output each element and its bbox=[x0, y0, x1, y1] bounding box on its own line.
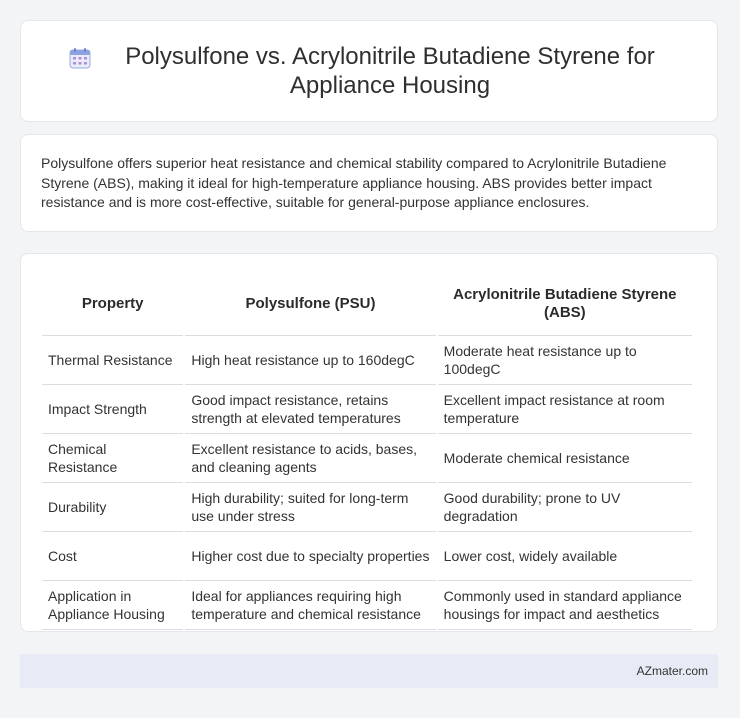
psu-cell: Excellent resistance to acids, bases, and cleaning agents bbox=[185, 434, 435, 483]
comparison-table bbox=[40, 273, 694, 630]
table-row bbox=[42, 581, 692, 630]
property-cell: Thermal Resistance bbox=[42, 336, 183, 385]
footer bbox=[20, 654, 718, 688]
psu-cell: High durability; suited for long-term use under stress bbox=[185, 483, 435, 532]
summary-text: Polysulfone offers superior heat resistance and chemical stability compared to Acrylonitrile Butadiene Styrene (ABS), making it ideal for high-temperature appliance housing. ABS provides better impact resistance and is more cost-effective, suitable for general-purpose appliance enclosures. bbox=[41, 155, 667, 210]
calendar-icon bbox=[68, 46, 92, 70]
abs-cell: Commonly used in standard appliance housings for impact and aesthetics bbox=[438, 581, 692, 630]
column-header-property: Property bbox=[42, 273, 183, 336]
abs-cell: Excellent impact resistance at room temperature bbox=[438, 385, 692, 434]
column-header-psu: Polysulfone (PSU) bbox=[185, 273, 435, 336]
psu-cell: High heat resistance up to 160degC bbox=[185, 336, 435, 385]
table-row bbox=[42, 434, 692, 483]
table-row bbox=[42, 483, 692, 532]
psu-cell: Good impact resistance, retains strength at elevated temperatures bbox=[185, 385, 435, 434]
property-cell: Chemical Resistance bbox=[42, 434, 183, 483]
table-row bbox=[42, 385, 692, 434]
abs-cell: Moderate heat resistance up to 100degC bbox=[438, 336, 692, 385]
column-header-abs: Acrylonitrile Butadiene Styrene (ABS) bbox=[438, 273, 692, 336]
psu-cell: Ideal for appliances requiring high temperature and chemical resistance bbox=[185, 581, 435, 630]
property-cell: Impact Strength bbox=[42, 385, 183, 434]
summary-card bbox=[20, 134, 718, 232]
abs-cell: Good durability; prone to UV degradation bbox=[438, 483, 692, 532]
title-wrap bbox=[68, 42, 670, 100]
abs-cell: Moderate chemical resistance bbox=[438, 434, 692, 483]
property-cell: Cost bbox=[42, 532, 183, 581]
page-title: Polysulfone vs. Acrylonitrile Butadiene Styrene for Appliance Housing bbox=[125, 43, 655, 99]
title-card bbox=[20, 20, 718, 122]
psu-cell: Higher cost due to specialty properties bbox=[185, 532, 435, 581]
property-cell: Application in Appliance Housing bbox=[42, 581, 183, 630]
abs-cell: Lower cost, widely available bbox=[438, 532, 692, 581]
table-row bbox=[42, 336, 692, 385]
table-header-row bbox=[42, 273, 692, 336]
property-cell: Durability bbox=[42, 483, 183, 532]
footer-brand: AZmater.com bbox=[636, 664, 708, 678]
comparison-card bbox=[20, 253, 718, 632]
table-row bbox=[42, 532, 692, 581]
